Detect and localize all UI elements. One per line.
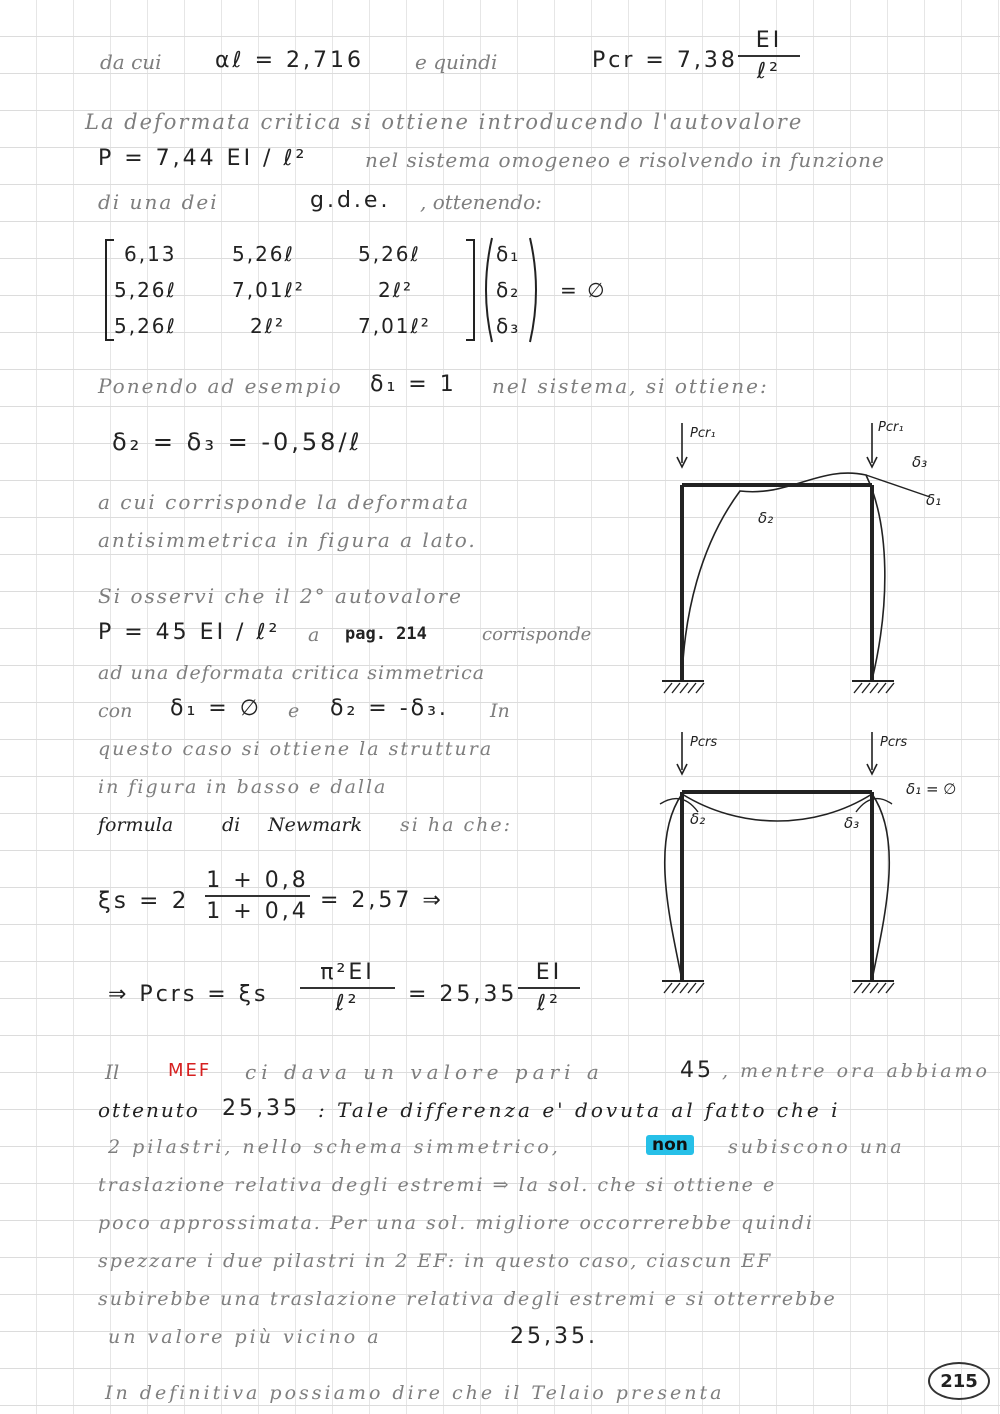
matrix-cell: 6,13 <box>124 242 177 266</box>
text-p4-l3: 2 pilastri, nello schema simmetrico, <box>108 1136 561 1158</box>
formula-gde: g.d.e. <box>310 188 391 213</box>
matrix-cell: 2ℓ² <box>250 314 286 338</box>
highlight-non: non <box>646 1135 694 1155</box>
formula-xi-lhs: ξs = 2 <box>98 888 190 914</box>
text-p4-l9: In definitiva possiamo dire che il Telaio presenta <box>105 1382 725 1404</box>
formula-p-744: P = 7,44 EI / ℓ² <box>98 146 308 171</box>
text-da-cui: da cui <box>100 50 162 74</box>
label-load-left: Pcr₁ <box>690 426 716 441</box>
text-ponendo: Ponendo ad esempio <box>98 374 343 398</box>
hatch-right <box>854 983 894 993</box>
deformed-shape <box>682 473 885 680</box>
matrix-cell: 7,01ℓ² <box>232 278 305 302</box>
text-a: a <box>308 624 320 646</box>
fraction-numerator: 1 + 0,8 <box>206 868 309 893</box>
formula-delta2-minus-delta3: δ₂ = -δ₃. <box>330 696 449 721</box>
text-p3-line7: questo caso si ottiene la struttura <box>98 738 494 760</box>
text-p3-line2: antisimmetrica in figura a lato. <box>98 528 477 552</box>
text-p4-l2: : Tale differenza e' dovuta al fatto che i <box>318 1098 841 1122</box>
matrix-cell: 5,26ℓ <box>358 242 421 266</box>
label-delta3: δ₃ <box>844 814 860 832</box>
fraction-numerator: EI <box>755 28 783 53</box>
vector-cell: δ₂ <box>496 278 521 302</box>
fraction-denominator: 1 + 0,4 <box>206 899 309 924</box>
text-p3-line3: Si osservi che il 2° autovalore <box>98 584 463 608</box>
matrix-cell: 5,26ℓ <box>114 278 177 302</box>
fraction-xi <box>205 868 310 924</box>
matrix-cell: 7,01ℓ² <box>358 314 431 338</box>
label-load-right: Pcr₁ <box>878 420 904 435</box>
fraction-denominator: ℓ² <box>757 59 781 84</box>
text-p4-l8: un valore più vicino a <box>108 1326 382 1348</box>
formula-pcrs-lhs: ⇒ Pcrs = ξs <box>108 982 269 1007</box>
text-e: e <box>288 700 300 722</box>
figure-antisymmetric-frame <box>640 405 960 705</box>
label-delta2: δ₂ <box>758 509 774 527</box>
text-p3-line1: a cui corrisponde la deformata <box>98 490 471 514</box>
formula-alpha: αℓ = 2,716 <box>215 48 364 73</box>
delta1-arrow <box>866 475 930 497</box>
vector-cell: δ₃ <box>496 314 521 338</box>
text-il: Il <box>105 1060 120 1084</box>
text-si-ha-che: si ha che: <box>400 814 512 836</box>
label-delta1-zero: δ₁ = ∅ <box>906 780 957 798</box>
vector-cell: δ₁ <box>496 242 521 266</box>
hatch-right <box>854 683 894 693</box>
formula-delta1-zero: δ₁ = ∅ <box>170 696 262 721</box>
hatch-left <box>664 683 704 693</box>
text-di: di <box>222 814 241 836</box>
fraction-bar <box>300 987 395 989</box>
figure-symmetric-frame <box>640 720 980 1010</box>
text-paragraph1-line2: nel sistema omogeneo e risolvendo in funzione <box>365 148 885 172</box>
matrix-cell: 5,26ℓ <box>114 314 177 338</box>
matrix-equation <box>100 230 620 350</box>
text-con: con <box>98 700 133 722</box>
text-newmark: Newmark <box>268 814 363 836</box>
text-2535-end: 25,35. <box>510 1324 598 1349</box>
fraction-pi2-ei <box>300 960 395 1016</box>
text-p4-l7: subirebbe una traslazione relativa degli estremi e si otterrebbe <box>98 1288 837 1310</box>
fraction-bar <box>205 895 310 897</box>
text-paragraph1-line3-prefix: di una dei <box>98 190 219 214</box>
text-p4-l5: poco approssimata. Per una sol. migliore occorrerebbe quindi <box>98 1212 815 1234</box>
page-number: 215 <box>928 1362 990 1400</box>
fraction-denominator: ℓ² <box>335 991 360 1016</box>
text-formula: formula <box>98 814 174 836</box>
hatch-left <box>664 983 704 993</box>
fraction-bar <box>738 55 800 57</box>
formula-delta2-delta3: δ₂ = δ₃ = -0,58/ℓ <box>112 428 363 456</box>
fraction-numerator: EI <box>535 960 563 985</box>
text-mef: MEF <box>168 1060 212 1081</box>
text-p4-l4: traslazione relativa degli estremi ⇒ la sol. che si ottiene e <box>98 1174 777 1196</box>
text-nel-sistema: nel sistema, si ottiene: <box>492 374 769 398</box>
text-p3-line8: in figura in basso e dalla <box>98 776 388 798</box>
text-corrisponde: corrisponde <box>482 624 592 645</box>
text-p4-l6: spezzare i due pilastri in 2 EF: in questo caso, ciascun EF <box>98 1250 773 1272</box>
matrix-cell: 2ℓ² <box>378 278 414 302</box>
formula-delta1-eq-1: δ₁ = 1 <box>370 372 457 397</box>
text-2535: 25,35 <box>222 1096 300 1121</box>
label-delta2: δ₂ <box>690 810 706 828</box>
fraction-ei-l2 <box>518 960 580 1016</box>
matrix-cell: 5,26ℓ <box>232 242 295 266</box>
text-p3-line5: ad una deformata critica simmetrica <box>98 662 486 684</box>
formula-pcrs-value: = 25,35 <box>408 982 518 1007</box>
fraction-pcr <box>738 28 800 84</box>
text-e-quindi: e quindi <box>415 50 498 74</box>
label-delta1: δ₁ <box>926 491 942 509</box>
fraction-numerator: π²EI <box>320 960 375 985</box>
formula-pcr-lhs: Pcr = 7,38 <box>592 48 738 73</box>
text-p4-l3-end: subiscono una <box>728 1136 905 1158</box>
text-45: 45 <box>680 1058 714 1083</box>
fraction-denominator: ℓ² <box>537 991 561 1016</box>
text-paragraph1-line1: La deformata critica si ottiene introducendo l'autovalore <box>85 110 804 134</box>
fraction-bar <box>518 987 580 989</box>
text-paragraph1-line3-suffix: , ottenendo: <box>420 190 542 214</box>
label-load-right: Pcrs <box>880 735 908 750</box>
matrix-rhs: = ∅ <box>560 278 607 302</box>
label-delta3: δ₃ <box>912 453 928 471</box>
text-p4-l1-end: , mentre ora abbiamo <box>722 1060 990 1082</box>
text-ottenuto: ottenuto <box>98 1098 200 1122</box>
formula-xi-rhs: = 2,57 ⇒ <box>320 888 444 913</box>
text-p4-l1: ci dava un valore pari a <box>245 1060 604 1084</box>
label-load-left: Pcrs <box>690 735 718 750</box>
formula-p-45: P = 45 EI / ℓ² <box>98 620 281 645</box>
text-in: In <box>490 700 510 722</box>
text-pag-214: pag. 214 <box>345 624 427 644</box>
